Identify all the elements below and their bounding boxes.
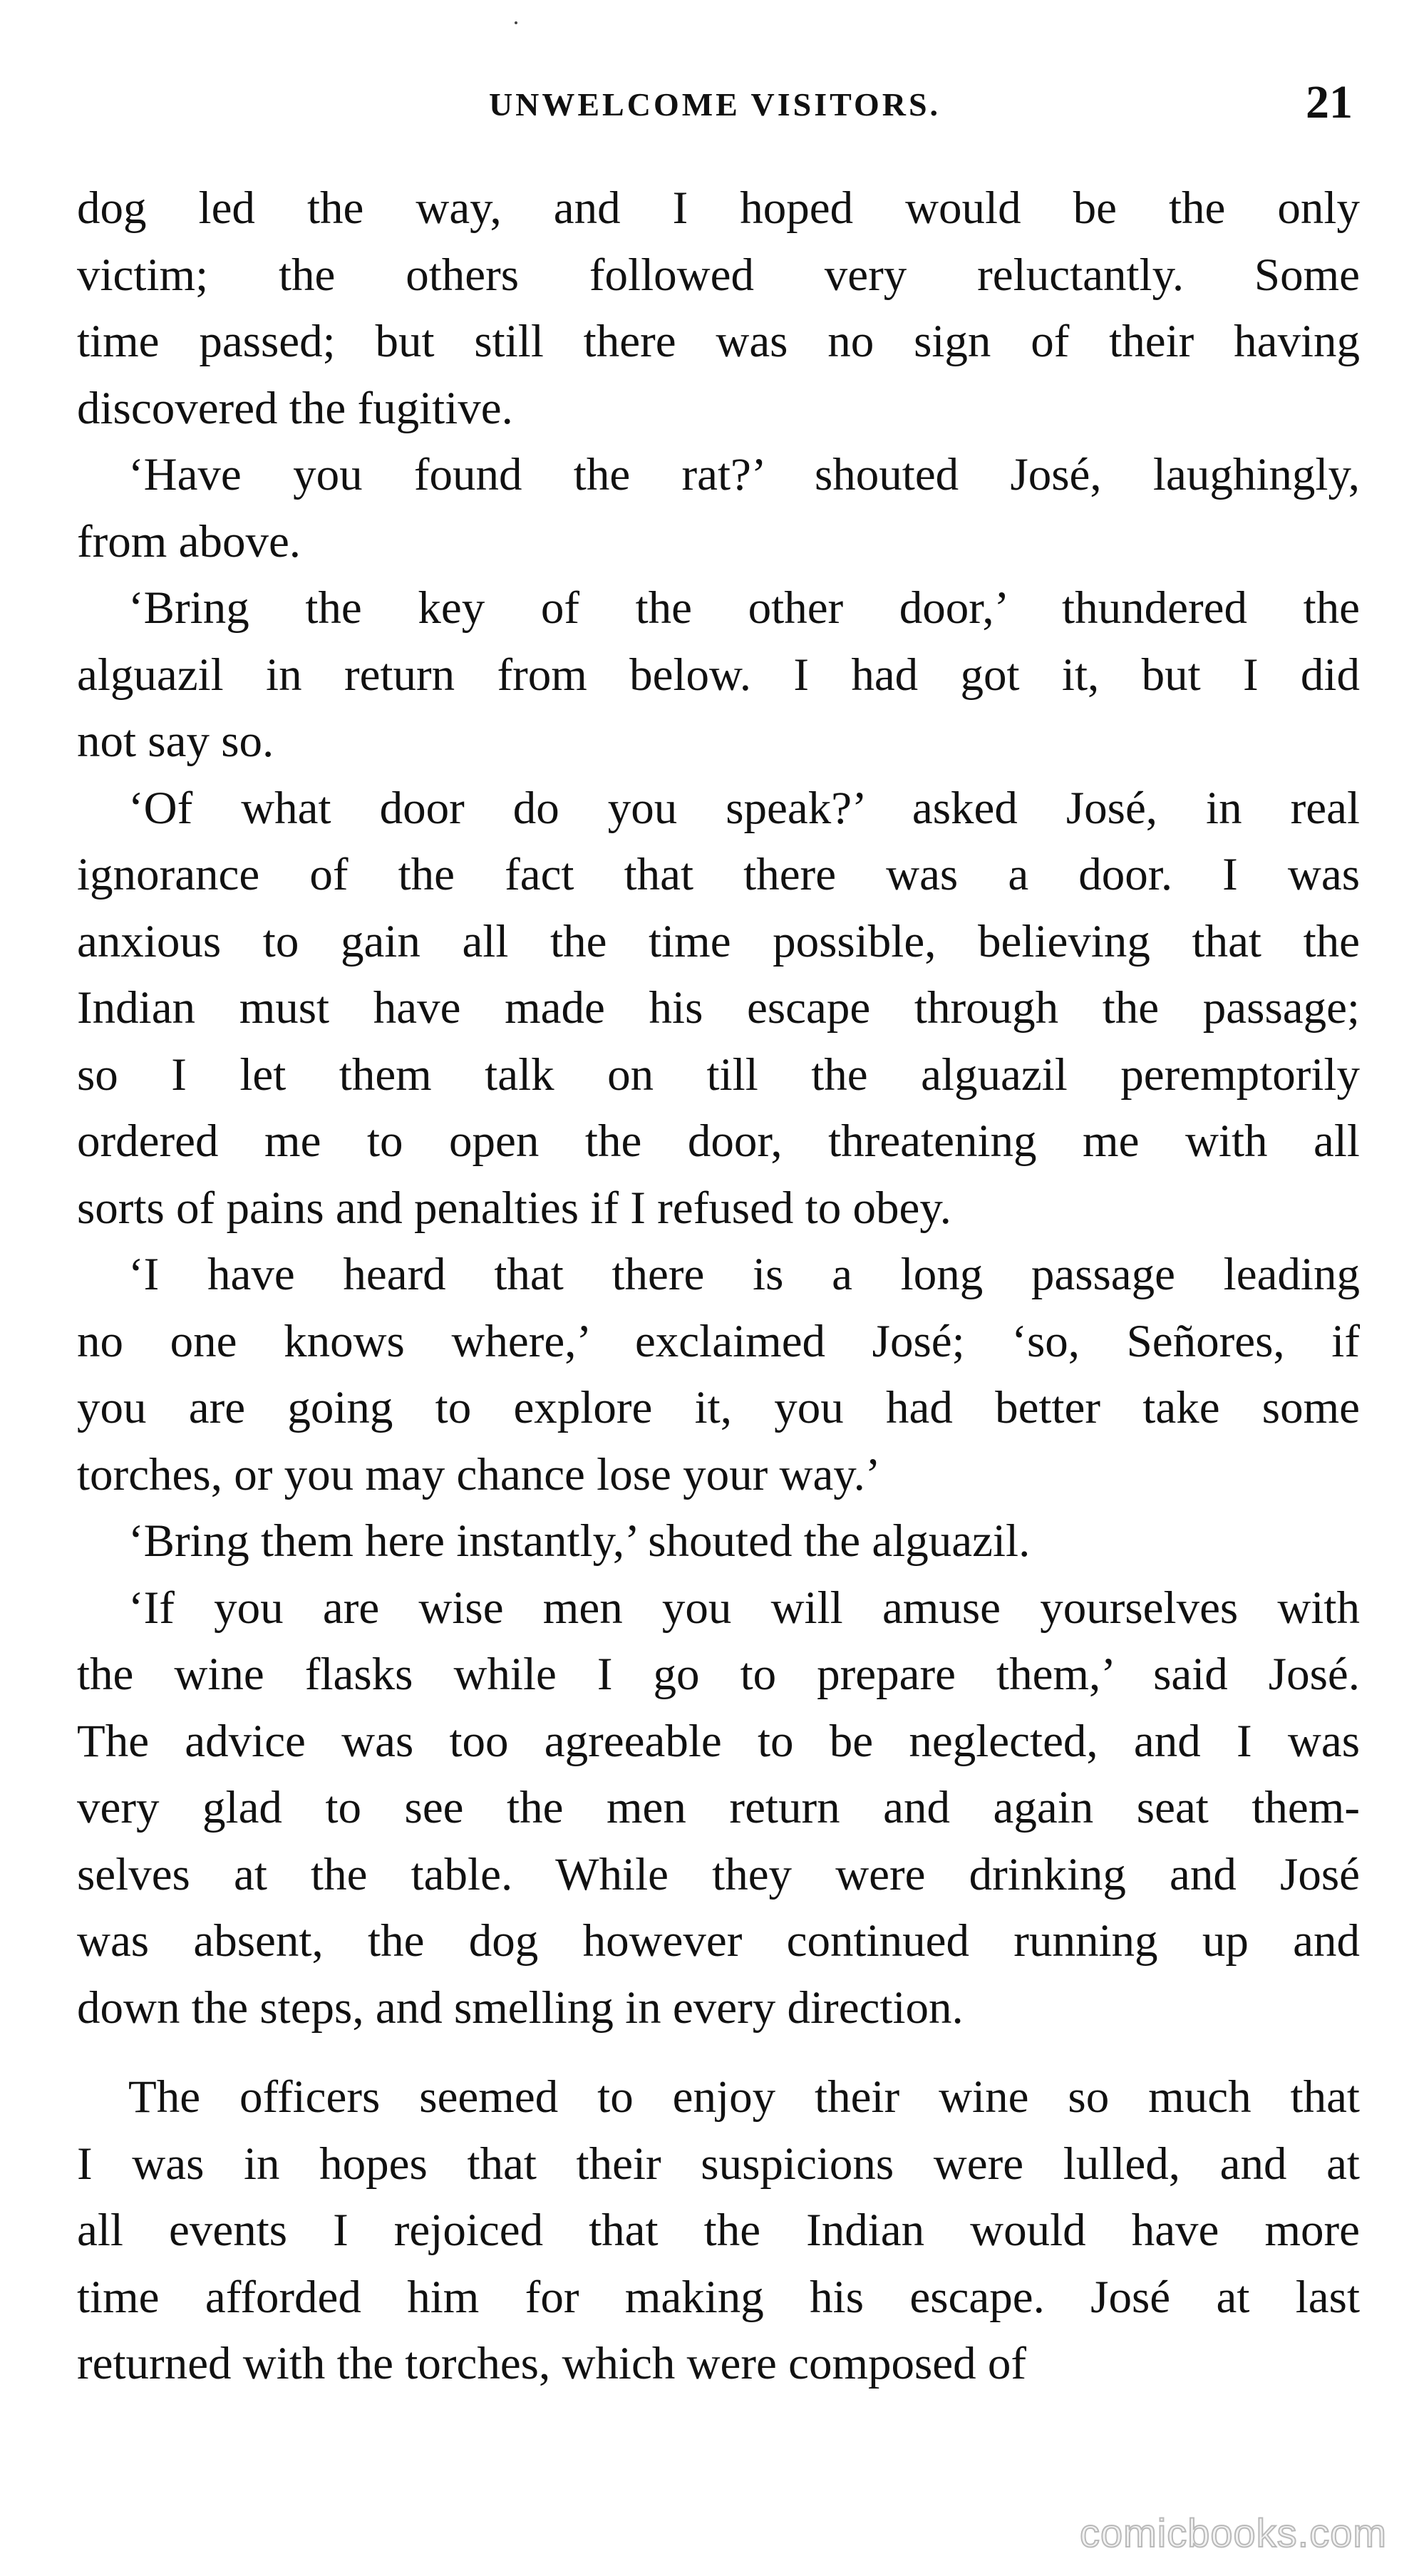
- watermark: comicbooks.com: [1079, 2510, 1387, 2555]
- text-line: selves at the table. While they were drinking and José: [77, 1848, 1360, 1900]
- text-line: The officers seemed to enjoy their wine so much that: [128, 2071, 1360, 2123]
- text-line: ‘If you are wise men you will amuse yourselves with: [128, 1582, 1360, 1634]
- text-line: down the steps, and smelling in every direction.: [77, 1982, 964, 2034]
- text-line: sorts of pains and penalties if I refused to obey.: [77, 1182, 951, 1234]
- text-line: from above.: [77, 515, 301, 567]
- paragraph: [77, 2064, 1360, 2398]
- text-line: anxious to gain all the time possible, believing that the: [77, 915, 1360, 967]
- text-line: I was in hopes that their suspicions were lulled, and at: [77, 2138, 1360, 2190]
- text-line: torches, or you may chance lose your way.’: [77, 1448, 881, 1500]
- print-speck: [515, 21, 517, 24]
- paragraph: [77, 1242, 1360, 1508]
- paragraph: [77, 442, 1360, 575]
- text-line: all events I rejoiced that the Indian would have more: [77, 2205, 1360, 2256]
- text-line: ‘Bring the key of the other door,’ thundered the: [128, 582, 1360, 634]
- page-number: 21: [1306, 76, 1353, 128]
- text-line: discovered the fugitive.: [77, 382, 513, 434]
- text-line: ‘Have you found the rat?’ shouted José, laughingly,: [128, 449, 1360, 500]
- text-line: dog led the way, and I hoped would be the only: [77, 182, 1360, 234]
- text-line: returned with the torches, which were composed of: [77, 2338, 1027, 2389]
- text-line: ignorance of the fact that there was a door. I was: [77, 849, 1360, 900]
- text-line: very glad to see the men return and again seat them-: [77, 1782, 1360, 1833]
- text-line: was absent, the dog however continued running up and: [77, 1915, 1360, 1967]
- text-line: Indian must have made his escape through the passage;: [77, 982, 1360, 1034]
- text-line: so I let them talk on till the alguazil peremptorily: [77, 1049, 1360, 1101]
- paragraph: [77, 175, 1360, 442]
- text-line: alguazil in return from below. I had got it, but I did: [77, 649, 1360, 701]
- paragraph: [77, 776, 1360, 1242]
- paragraph: [77, 1575, 1360, 2042]
- text-line: the wine flasks while I go to prepare them,’ said José.: [77, 1649, 1360, 1700]
- text-line: ‘Of what door do you speak?’ asked José, in real: [128, 782, 1360, 834]
- text-line: ordered me to open the door, threatening me with all: [77, 1116, 1360, 1167]
- paragraph: [77, 1508, 1360, 1575]
- text-line: you are going to explore it, you had better take some: [77, 1382, 1360, 1433]
- paragraph: [77, 575, 1360, 776]
- text-line: time passed; but still there was no sign of their having: [77, 316, 1360, 367]
- text-line: time afforded him for making his escape. José at last: [77, 2271, 1360, 2323]
- body-text: [77, 175, 1360, 2398]
- text-line: not say so.: [77, 716, 274, 767]
- running-head: [77, 78, 1353, 135]
- text-line: victim; the others followed very reluctantly. Some: [77, 249, 1360, 301]
- text-line: no one knows where,’ exclaimed José; ‘so, Señores, if: [77, 1315, 1360, 1367]
- running-title: UNWELCOME VISITORS.: [488, 86, 941, 123]
- text-line: The advice was too agreeable to be neglected, and I was: [77, 1715, 1360, 1767]
- text-line: ‘I have heard that there is a long passage leading: [128, 1249, 1360, 1300]
- text-line: ‘Bring them here instantly,’ shouted the alguazil.: [128, 1515, 1031, 1567]
